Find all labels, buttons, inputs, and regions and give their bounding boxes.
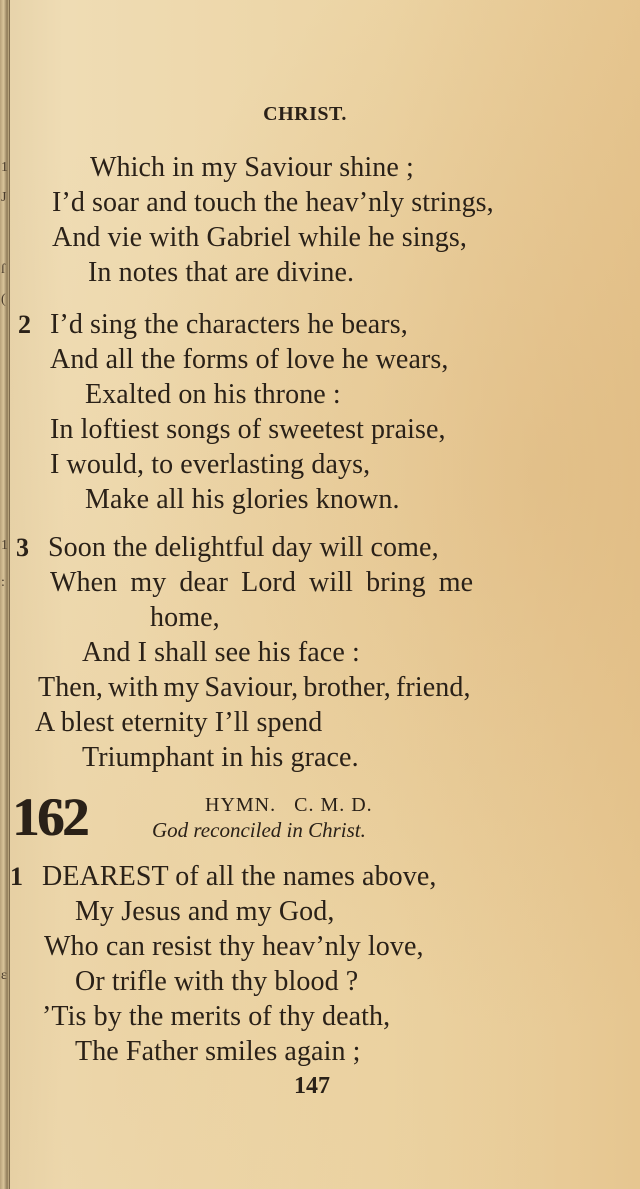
verse-line: A blest eternity I’ll spend xyxy=(35,707,323,738)
verse-line: Make all his glories known. xyxy=(85,484,400,515)
hymn-meter: HYMN. C. M. D. xyxy=(205,794,373,816)
page-binding-edge xyxy=(0,0,10,1189)
verse-line: I’d sing the characters he bears, xyxy=(50,309,408,340)
verse-line: When my dear Lord will bring me xyxy=(50,567,474,598)
running-head: CHRIST. xyxy=(263,103,347,125)
margin-bleed-mark: ſ xyxy=(1,262,5,277)
page-number: 147 xyxy=(294,1073,330,1099)
verse-line: And I shall see his face : xyxy=(82,637,360,668)
verse-line: ’Tis by the merits of thy death, xyxy=(42,1001,391,1032)
verse-line: In notes that are divine. xyxy=(88,257,355,288)
margin-bleed-mark: ε xyxy=(1,968,7,983)
hymn-number: 162 xyxy=(12,787,87,847)
margin-bleed-mark: : xyxy=(1,575,5,590)
stanza-number: 1 xyxy=(10,862,23,891)
margin-bleed-mark: 1 xyxy=(1,160,8,175)
hymn-subtitle: God reconciled in Christ. xyxy=(152,818,366,842)
margin-bleed-mark: 1 xyxy=(1,538,8,553)
verse-line: DEAREST of all the names above, xyxy=(42,861,437,892)
verse-line: In loftiest songs of sweetest praise, xyxy=(50,414,446,445)
verse-line: Then, with my Saviour, brother, friend, xyxy=(38,672,471,703)
margin-bleed-mark: ( xyxy=(1,292,6,307)
verse-line: Who can resist thy heav’nly love, xyxy=(44,931,424,962)
verse-line: Soon the delightful day will come, xyxy=(48,532,439,563)
verse-line: My Jesus and my God, xyxy=(75,896,335,927)
verse-line: home, xyxy=(150,602,220,633)
stanza-number: 2 xyxy=(18,310,31,339)
verse-line: And vie with Gabriel while he sings, xyxy=(52,222,467,253)
verse-line: Which in my Saviour shine ; xyxy=(90,152,414,183)
verse-line: Or trifle with thy blood ? xyxy=(75,966,359,997)
verse-line: Triumphant in his grace. xyxy=(82,742,359,773)
stanza-number: 3 xyxy=(16,533,29,562)
verse-line: I’d soar and touch the heav’nly strings, xyxy=(52,187,494,218)
verse-line: And all the forms of love he wears, xyxy=(50,344,449,375)
verse-line: Exalted on his throne : xyxy=(85,379,341,410)
verse-line: The Father smiles again ; xyxy=(75,1036,361,1067)
verse-line: I would, to everlasting days, xyxy=(50,449,371,480)
margin-bleed-mark: J xyxy=(1,190,7,205)
